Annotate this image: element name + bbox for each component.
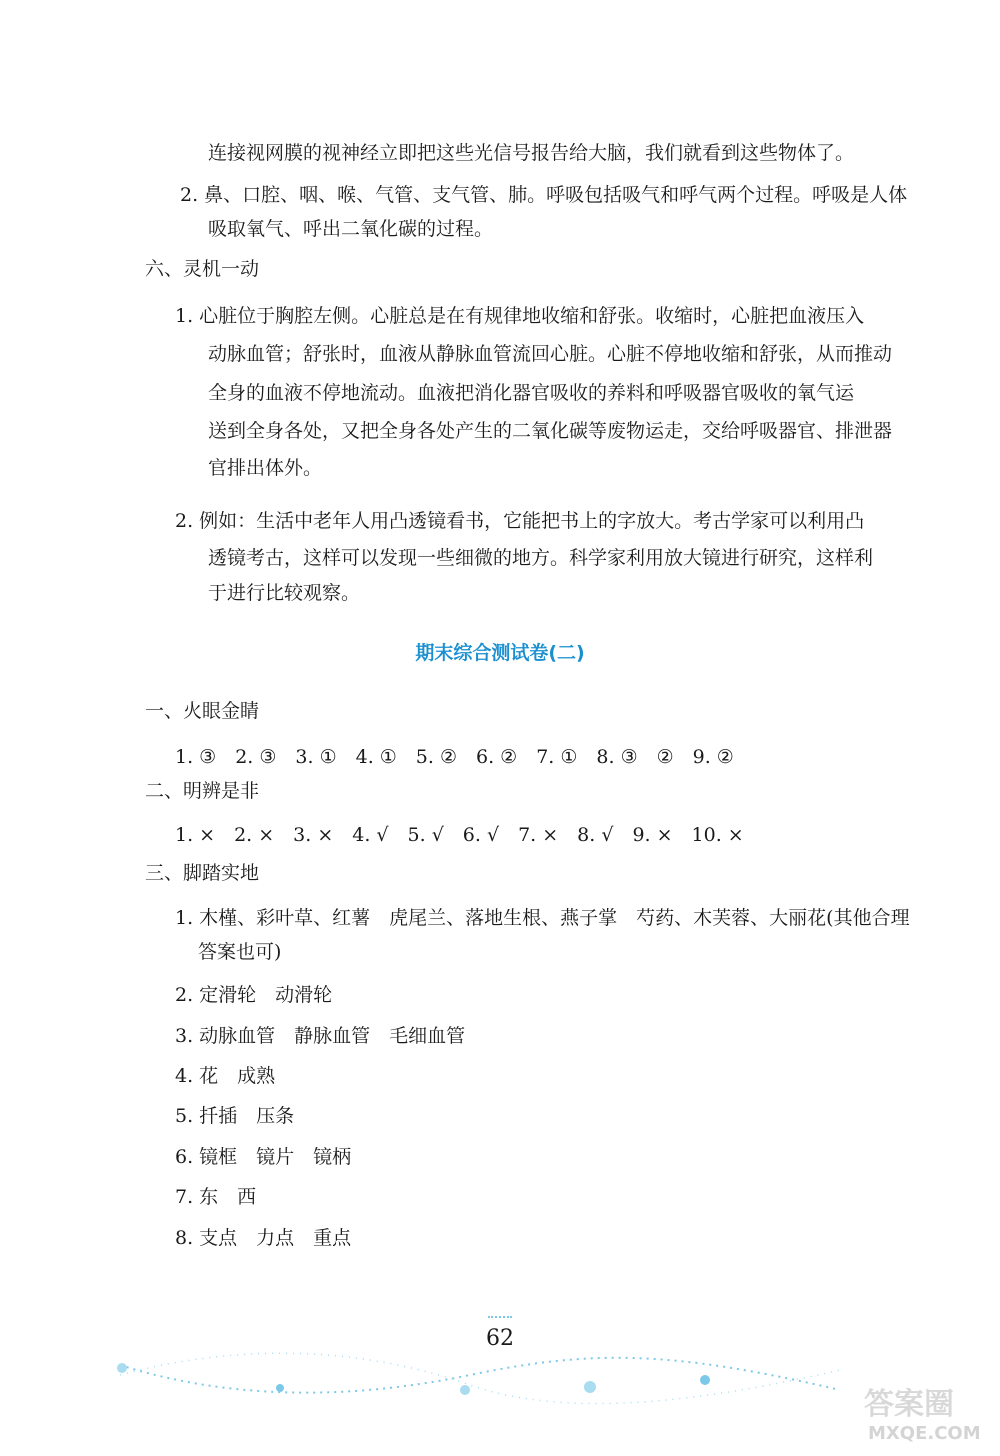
answer-line: 1. ③ 2. ③ 3. ① 4. ① 5. ② 6. ② 7. ① 8. ③ ② 9. ②: [175, 746, 734, 768]
text-line: 动脉血管；舒张时，血液从静脉血管流回心脏。心脏不停地收缩和舒张，从而推动: [208, 343, 893, 365]
text-line: 吸取氧气、呼出二氧化碳的过程。: [208, 218, 494, 240]
answer-line: 2. 定滑轮 动滑轮: [175, 984, 333, 1006]
text-line: 全身的血液不停地流动。血液把消化器官吸收的养料和呼吸器官吸收的氧气运: [208, 382, 855, 404]
answer-line: 答案也可): [198, 941, 282, 963]
text-line: 送到全身各处，又把全身各处产生的二氧化碳等废物运走，交给呼吸器官、排泄器: [208, 420, 893, 442]
answer-line: 3. 动脉血管 静脉血管 毛细血管: [175, 1025, 466, 1047]
watermark-logo-text: 答案圈: [864, 1387, 954, 1422]
watermark-logo-sub: MXQE.COM: [868, 1423, 981, 1444]
page-number-mark: [488, 1316, 512, 1322]
text-line: 于进行比较观察。: [208, 582, 361, 604]
section-heading: 一、火眼金睛: [145, 700, 260, 722]
section-heading: 二、明辨是非: [145, 780, 260, 802]
text-line: 2. 例如：生活中老年人用凸透镜看书，它能把书上的字放大。考古学家可以利用凸: [175, 510, 865, 532]
answer-line: 8. 支点 力点 重点: [175, 1227, 352, 1249]
page-number: 62: [486, 1326, 514, 1351]
text-line: 2. 鼻、口腔、咽、喉、气管、支气管、肺。呼吸包括吸气和呼气两个过程。呼吸是人体: [180, 184, 908, 206]
watermark-logo: [860, 1384, 995, 1444]
text-line: 1. 心脏位于胸腔左侧。心脏总是在有规律地收缩和舒张。收缩时，心脏把血液压入: [175, 305, 865, 327]
answer-line: 5. 扦插 压条: [175, 1105, 295, 1127]
answer-line: 1. 木槿、彩叶草、红薯 虎尾兰、落地生根、燕子掌 芍药、木芙蓉、大丽花(其他合理: [175, 907, 910, 929]
section-heading: 三、脚踏实地: [145, 862, 260, 884]
answer-line: 4. 花 成熟: [175, 1065, 276, 1087]
test-title: 期末综合测试卷(二): [415, 642, 585, 664]
text-line: 透镜考古，这样可以发现一些细微的地方。科学家利用放大镜进行研究，这样利: [208, 547, 874, 569]
section-heading: 六、灵机一动: [145, 258, 260, 280]
answer-line: 1. × 2. × 3. × 4. √ 5. √ 6. √ 7. × 8. √ 9. × 10. ×: [175, 824, 744, 846]
answer-line: 7. 东 西: [175, 1186, 257, 1208]
text-line: 官排出体外。: [208, 457, 323, 479]
text-line: 连接视网膜的视神经立即把这些光信号报告给大脑，我们就看到这些物体了。: [208, 142, 855, 164]
answer-line: 6. 镜框 镜片 镜柄: [175, 1146, 352, 1168]
